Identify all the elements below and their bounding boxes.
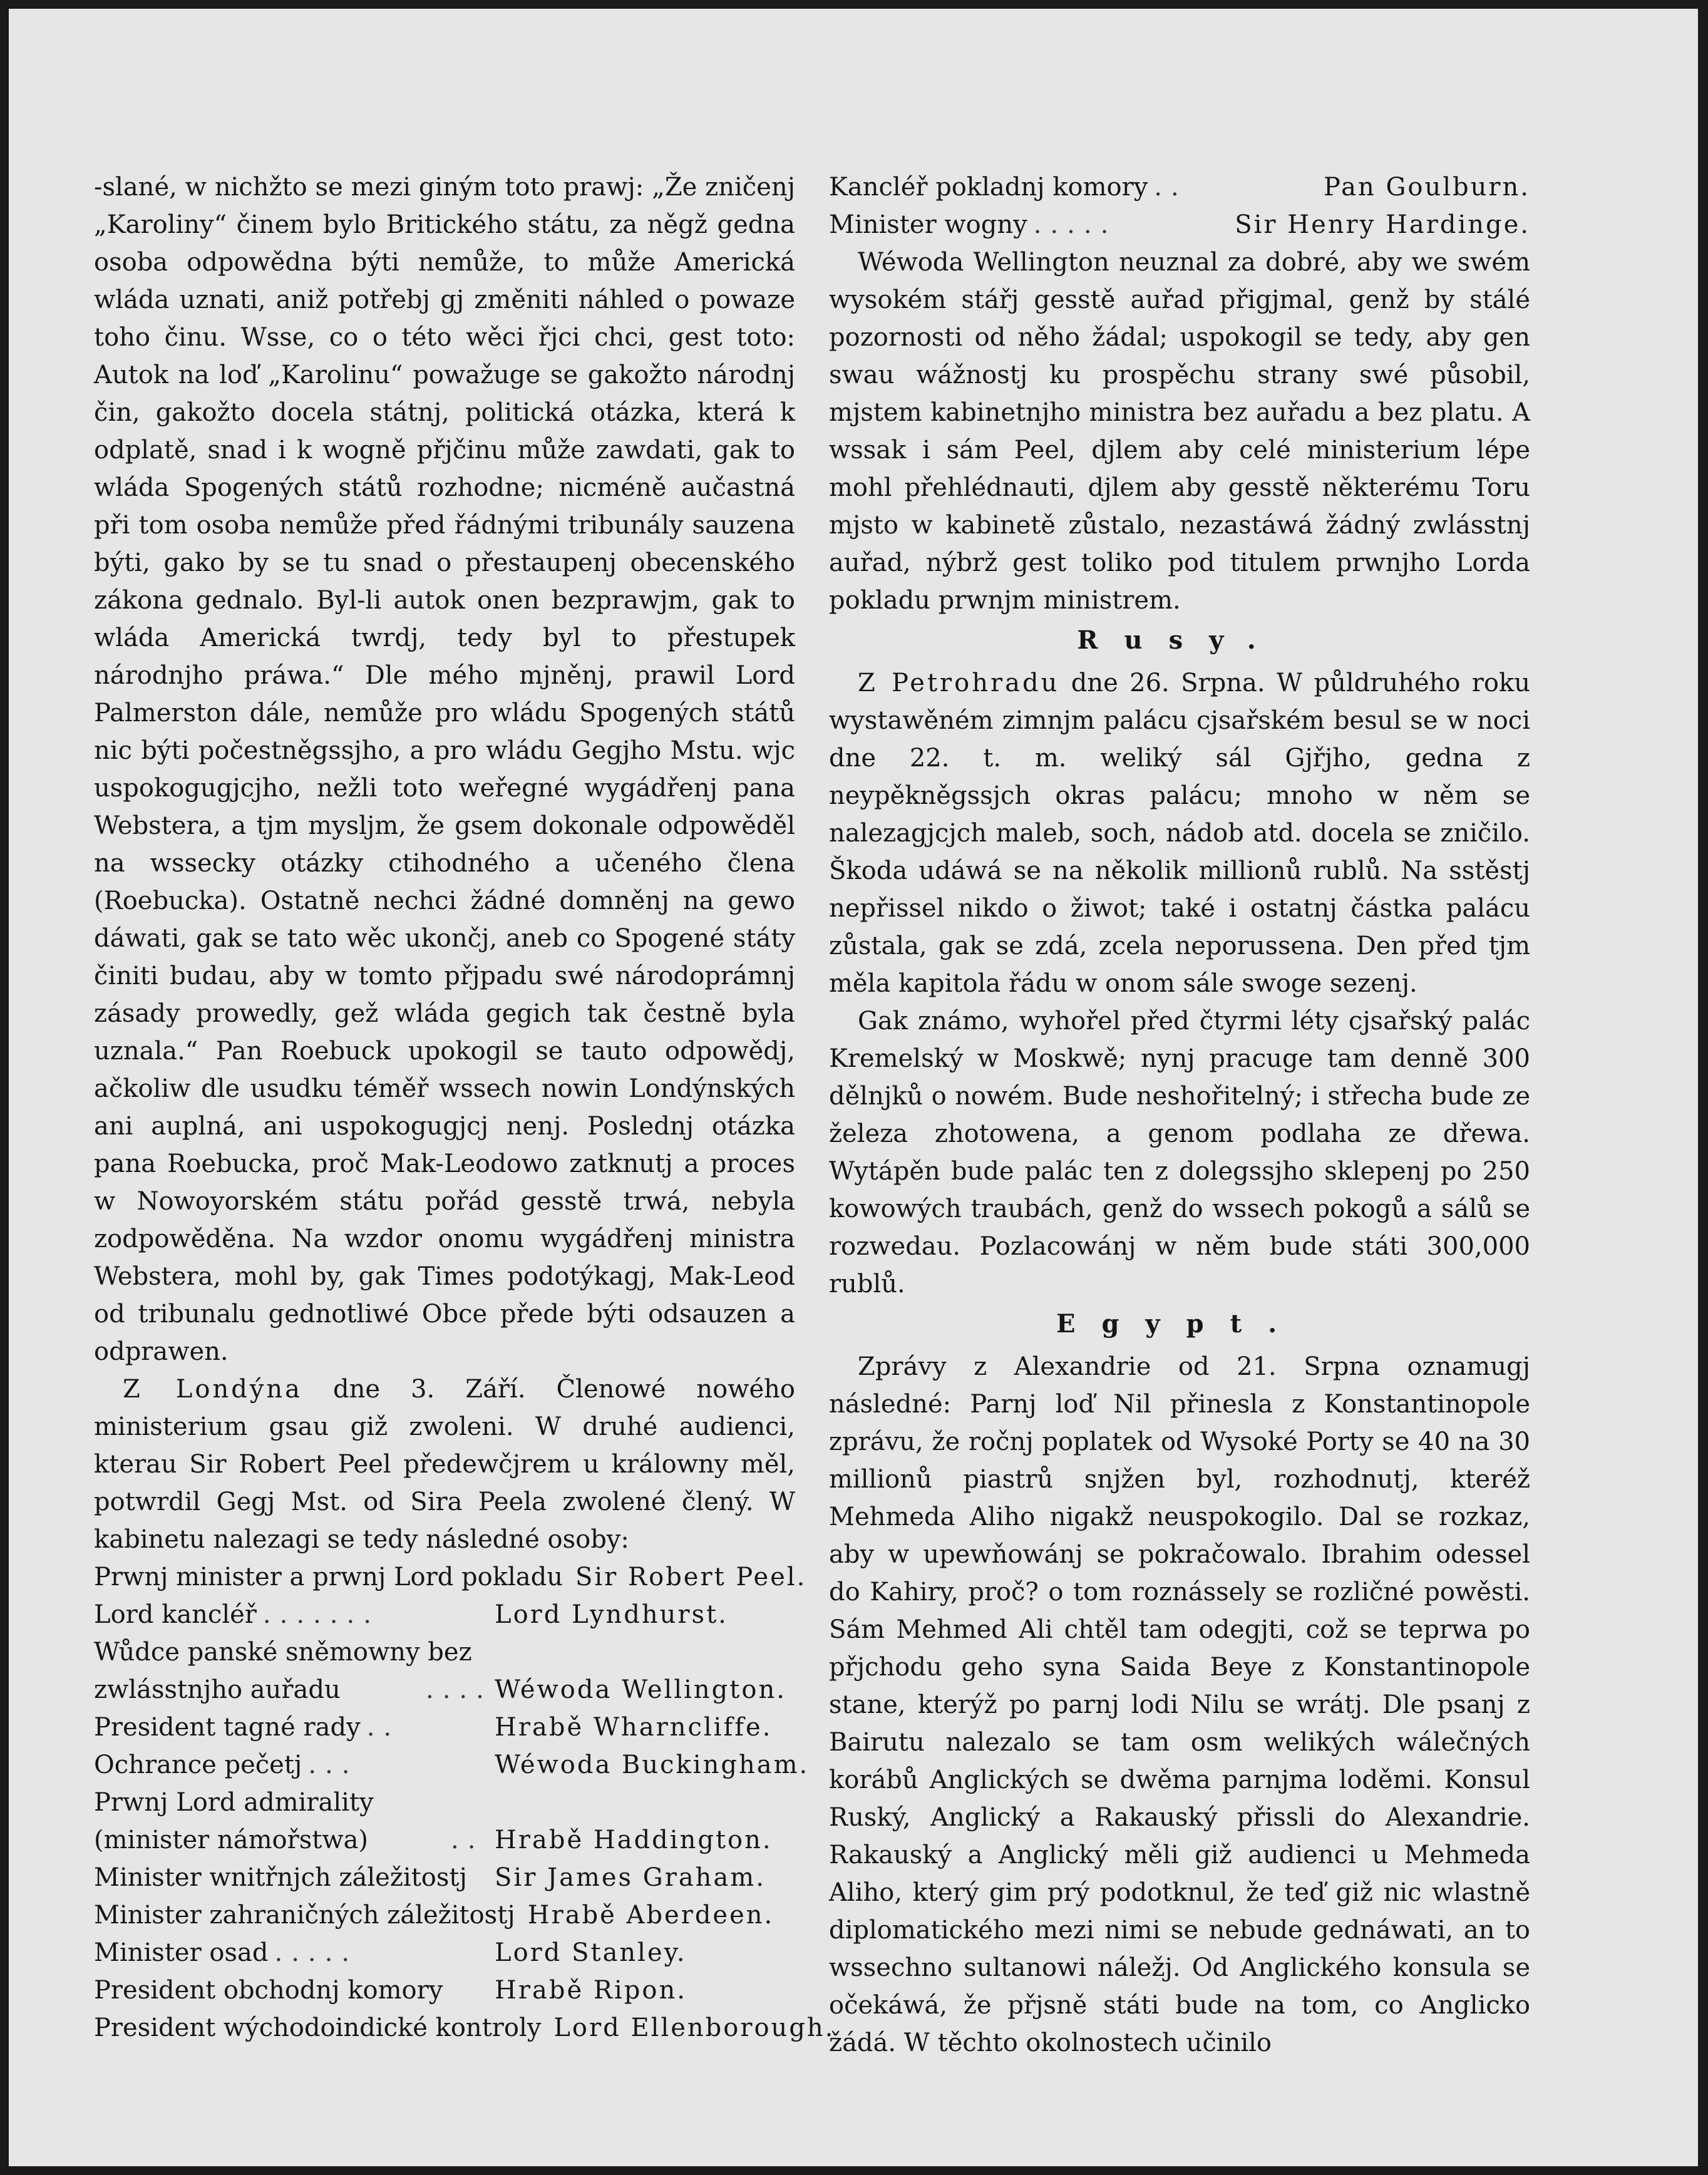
office: President tagné rady [94,1713,361,1742]
cabinet-row [94,1596,795,1633]
office: Minister wogny [829,210,1027,239]
minister-name: Hrabě Haddington. [495,1826,773,1854]
leader-dots: .. [366,1713,401,1742]
cabinet-row [94,1896,795,1934]
wellington-paragraph: Wéwoda Wellington neuznal za dobré, aby we swém wysokém stářj gesstě auřad přigjmal, genž by stálé pozornosti od něho žádal; uspokogil se tedy, aby gen swau wážnostj ku prospěchu strany swé působil, mjstem kabinetnjho ministra bez auřadu a bez platu. A wssak i sám Peel, djlem aby celé ministerium lépe mohl přehlédnauti, djlem aby gesstě některému Toru mjsto w kabinetě zůstalo, nezastáwá žádný zwlásstnj auřad, nýbrž gest toliko pod titulem prwnjho Lorda pokladu prwnjm ministrem. [829,248,1530,615]
cabinet-list [94,1558,835,2047]
cabinet-row [829,206,1530,244]
office: Minister zahraničných záležitostj [94,1901,515,1930]
kremlin-paragraph: Gak známo, wyhořel před čtyrmi léty cjsařský palác Kremelský w Moskwě; nynj pracuge tam denně 300 dělnjků o nowém. Bude neshořitelný; i střecha bude ze železa zhotowena, a genom podlaha ze dřewa. Wytápěn bude palác ten z dolegssjho sklepenj po 250 kowowých traubách, genž do wssech pokogů a sálů se rozwedau. Pozlacowánj w něm bude státi 300,000 rublů. [829,1007,1530,1298]
leader-dots: .. [451,1826,485,1854]
leader-dots: ..... [1033,210,1118,239]
office: Lord kancléř [94,1600,257,1629]
office: Minister wnitřnjch záležitostj [94,1863,467,1892]
leader-dots: ....... [262,1600,380,1629]
minister-name: Lord Ellenborough. [553,2013,835,2042]
minister-name: Sir Robert Peel. [575,1563,807,1591]
office: President obchodnj komory [94,1976,443,2005]
cabinet-row [94,1746,810,1784]
petrohrad-dateline: Z Petrohradu [858,669,1060,697]
cabinet-row [829,168,1530,206]
minister-name: Hrabě Aberdeen. [527,1901,774,1930]
leader-dots: .. [1154,173,1188,202]
leader-dots: ..... [274,1938,359,1967]
london-dateline: Z Londýna [123,1375,303,1404]
minister-name: Pan Goulburn. [1324,173,1530,202]
minister-name: Lord Stanley. [495,1938,687,1967]
office: Prwnj minister a prwnj Lord pokladu [94,1563,563,1591]
office: President wýchodoindické kontroly [94,2013,542,2042]
cabinet-row [94,2009,835,2047]
section-heading-egypt: Egypt. [1056,1309,1304,1339]
newspaper-page [9,9,1698,2166]
petrohrad-paragraph [829,664,1530,1002]
petrohrad-text: dne 26. Srpna. W půldruhého roku wystawěném zimnjm palácu cjsařském besul se w noci dne 22. t. m. weliký sál Gjřjho, gedna z neypěkněgssjch okras palácu; mnoho w něm se nalezagjcjch maleb, soch, nádob atd. docela se zničilo. Škoda udáwá se na několik millionů rublů. Na sstěstj nepřissel nikdo o žiwot; také i ostatnj částka palácu zůstala, gak se zdá, zcela neporussena. Den před tjm měla kapitola řádu w onom sále swoge sezenj. [829,669,1531,998]
cabinet-row [94,1558,807,1596]
cabinet-row [94,1784,795,1859]
minister-name: Sir James Graham. [495,1863,766,1892]
london-text: dne 3. Září. Členowé nowého ministerium gsau giž zwoleni. W druhé audienci, kterau Sir Robert Peel předewčjrem u králowny měl, potwrdil Gegj Mst. od Sira Peela zwolené člený. W kabinetu nalezagi se tedy následné osoby: [94,1375,795,1554]
cabinet-row [94,1633,795,1709]
minister-name: Wéwoda Wellington. [495,1675,786,1704]
cabinet-row [94,1709,795,1746]
office: Prwnj Lord admirality (minister námořstwa) [94,1788,374,1854]
minister-name: Hrabě Ripon. [495,1976,687,2005]
left-column [94,168,835,2047]
office: Kancléř pokladnj komory [829,173,1148,202]
leader-dots: .... [426,1675,493,1704]
cabinet-row [94,1859,795,1896]
minister-name: Hrabě Wharncliffe. [495,1713,773,1742]
egypt-paragraph: Zprávy z Alexandrie od 21. Srpna oznamugj následné: Parnj loď Nil přinesla z Konstantinopole zprávu, že ročnj poplatek od Wysoké Porty se 40 na 30 millionů piastrů snjžen byl, rozhodnutj, kteréž Mehmeda Aliho nigakž neuspokogilo. Dal se rozkaz, aby w upewňowánj se pokračowalo. Ibrahim odessel do Kahiry, proč? o tom roznássely se rozličné powěsti. Sám Mehmed Ali chtěl tam odegjti, což se teprwa po přjchodu geho syna Saida Beye z Konstantinopole stane, kterýž po parnj lodi Nilu se wrátj. Dle psanj z Bairutu nalezalo se tam osm welikých wálečných korábů Anglických se dwěma parnjma loděmi. Konsul Ruský, Anglický a Rakauský přissli do Alexandrie. Rakauský a Anglický měli giž audienci u Mehmeda Aliho, který gim prý podotknul, že teď giž nic wlastně diplomatického mezi nimi se nebude gednáwati, an to wssechno sultanowi náležj. Od Anglického konsula se očekáwá, že přjsně státi bude na tom, co Anglicko žádá. W těchto okolnostech učinilo [829,1352,1530,2057]
palmerston-paragraph: -slané, w nichžto se mezi giným toto prawj: „Že zničenj „Karoliny“ činem bylo Britického státu, za něgž gedna osoba odpowědna býti nemůže, to může Americká wláda uznati, aniž potřebj gj změniti náhled o powaze toho činu. Wsse, co o této wěci řjci chci, gest toto: Autok na loď „Karolinu“ powažuge se gakožto národnj čin, gakožto docela státnj, politická otázka, která k odplatě, snad i k wogně přjčinu může zawdati, gak to wláda Spogených států rozhodne; nicméně aučastná při tom osoba nemůže před řádnými tribunály sauzena býti, gako by se tu snad o přestaupenj obecenského zákona gednalo. Byl-li autok onen bezprawjm, gak to wláda Americká twrdj, tedy byl to přestupek národnjho práwa.“ Dle mého mjněnj, prawil Lord Palmerston dále, nemůže pro wládu Spogených států nic býti počestněgssjho, a pro wládu Gegjho Mstu. wjc uspokogugjcjho, nežli toto weřegné wygádřenj pana Webstera, a tjm mysljm, že gsem dokonale odpowěděl na wssecky otázky ctihodného a učeného člena (Roebucka). Ostatně nechci žádné domněnj na gewo dáwati, gak se tato wěc ukončj, aneb co Spogené státy činiti budau, aby w tomto přjpadu swé národoprámnj zásady prowedly, gež wláda gegich tak čestně byla uznala.“ Pan Roebuck upokogil se tauto odpowědj, ačkoliw dle usudku téměř wssech nowin Londýnských ani auplná, ani uspokogugjcj nenj. Poslednj otázka pana Roebucka, proč Mak-Leodowo zatknutj a proces w Nowoyorském státu pořád gesstě trwá, nebyla zodpowěděna. Na wzdor onomu wygádřenj ministra Webstera, mohl by, gak Times podotýkagj, Mak-Leod od tribunalu gednotliwé Obce přede býti odsauzen a odprawen. [94,173,795,1366]
section-heading-rusy: Rusy. [1077,625,1282,655]
cabinet-row [94,1972,795,2009]
minister-name: Sir Henry Hardinge. [1235,210,1530,239]
london-paragraph [94,1370,795,1558]
cabinet-row [94,1934,795,1972]
office: Minister osad [94,1938,269,1967]
right-column [829,168,1530,2062]
minister-name: Lord Lyndhurst. [495,1600,728,1629]
minister-name: Wéwoda Buckingham. [495,1751,810,1779]
office: Wůdce panské sněmowny bez zwlásstnjho auřadu [94,1638,472,1704]
leader-dots: ... [308,1751,359,1779]
office: Ochrance pečetj [94,1751,302,1779]
